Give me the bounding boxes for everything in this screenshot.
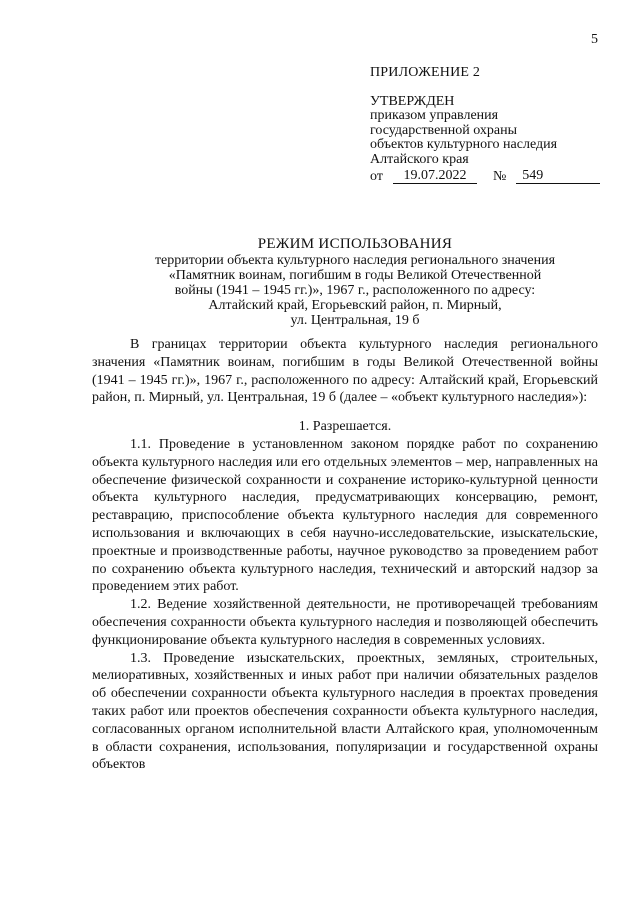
approval-line: объектов культурного наследия: [370, 137, 558, 152]
title-line: Алтайский край, Егорьевский район, п. Мирный,: [208, 298, 502, 313]
order-date-number: [370, 168, 610, 184]
title-line: «Памятник воинам, погибшим в годы Великой Отечественной: [168, 268, 542, 283]
title-line: ул. Центральная, 19 б: [290, 313, 420, 328]
document-title: [90, 237, 620, 328]
title-heading: РЕЖИМ ИСПОЛЬЗОВАНИЯ: [257, 236, 453, 252]
item-1-1: 1.1. Проведение в установленном законом порядке работ по сохранению объекта культурного наследия или его отдельных элементов – мер, направленных на обеспечение физической сохранности и сохранение историко-культурной ценности объекта культурного наследия, предусматривающих консервацию, ремонт, реставрацию, приспособление объекта культурного наследия для современного использования и включающих в себя научно-исследовательские, изыскательские, проектные и производственные работы, научное руководство за проведением работ по сохранению объекта культурного наследия, технический и авторский надзор за проведением этих работ.: [92, 436, 598, 595]
appendix-label: ПРИЛОЖЕНИЕ 2: [370, 65, 481, 80]
approved-label: УТВЕРЖДЕН: [370, 93, 455, 109]
approval-line: Алтайского края: [370, 151, 469, 167]
item-1-2: 1.2. Ведение хозяйственной деятельности, не противоречащей требованиям обеспечения сохранности объекта культурного наследия и позволяющей обеспечить функционирование объекта культурного наследия в современных условиях.: [92, 597, 598, 648]
order-number: 549: [516, 168, 600, 184]
page-number: 5: [591, 32, 598, 47]
intro-paragraph: В границах территории объекта культурного наследия регионального значения «Памятник воинам, погибшим в годы Великой Отечественной войны (1941 – 1945 гг.)», 1967 г., расположенного по адресу: Алтайский край, Егорьевский район, п. Мирный, ул. Центральная, 19 б (далее – «объект культурного наследия»):: [92, 337, 598, 406]
approval-block: [370, 66, 610, 184]
approval-line: приказом управления: [370, 108, 499, 123]
order-date: 19.07.2022: [393, 168, 477, 184]
approval-line: государственной охраны: [370, 122, 518, 138]
from-label: от: [370, 168, 383, 184]
title-line: территории объекта культурного наследия регионального значения: [154, 253, 556, 268]
section-1-title: 1. Разрешается.: [298, 419, 392, 435]
document-body: [92, 336, 598, 774]
item-1-3: 1.3. Проведение изыскательских, проектных, земляных, строительных, мелиоративных, хозяйственных и иных работ при наличии обязательных разделов об обеспечении сохранности объекта культурного наследия в проектах проведения таких работ или проектов обеспечения сохранности объекта культурного наследия, согласованных органом исполнительной власти Алтайского края, уполномоченным в области сохранения, использования, популяризации и государственной охраны объектов: [92, 650, 598, 773]
title-line: войны (1941 – 1945 гг.)», 1967 г., расположенного по адресу:: [174, 283, 536, 298]
number-sign: №: [492, 168, 507, 184]
